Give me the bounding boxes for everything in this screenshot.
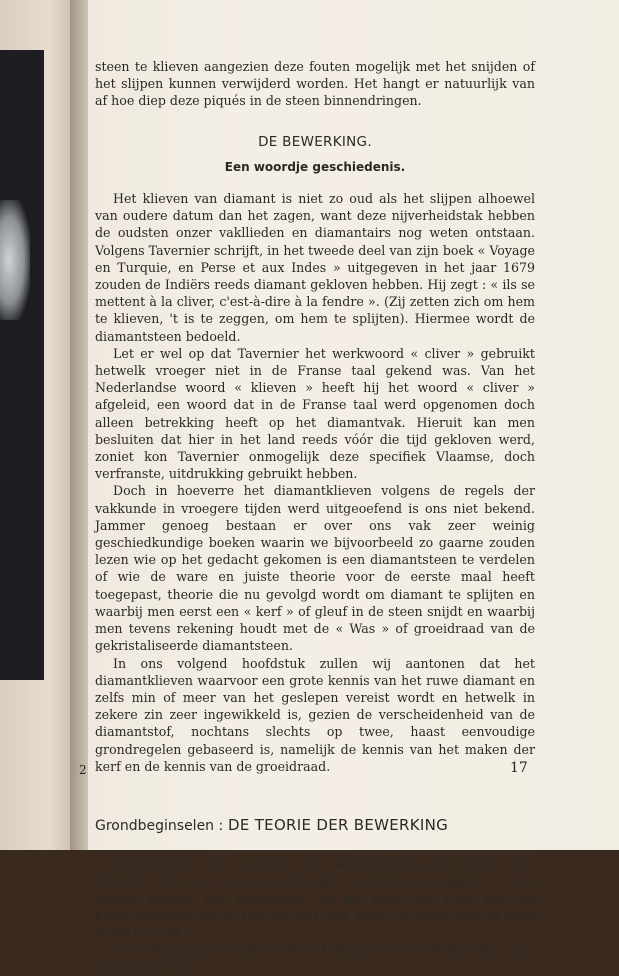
sub-heading: Een woordje geschiedenis. [224, 159, 406, 174]
paragraph-cliver: Let er wel op dat Tavernier het werkwoord « cliver » gebruikt hetwelk vroeger niet in de Franse taal gekend was. Van het Nederlandse woord « klieven » heeft hij het woord « cliver » afgeleid, een woord dat in de Franse taal werd opgenomen doch alleen betrekking heeft op het diamantvak. Hieruit kan men besluiten dat hier in het land reeds vóór die tijd gekloven werd, zoniet kon Tavernier onmogelijk deze specifiek Vlaamse, doch verfranste, uitdrukking gebruikt hebben. [95, 345, 535, 482]
section-heading: DE BEWERKING. [258, 133, 372, 150]
main-heading [95, 817, 535, 835]
page-body [95, 58, 535, 976]
left-page [0, 0, 70, 850]
main-heading-lead: Grondbeginselen : [95, 817, 224, 834]
diamond-photo [0, 200, 30, 320]
paragraph-history: Het klieven van diamant is niet zo oud als het slijpen alhoewel van oudere datum dan het zagen, want deze nijverheidstak hebben de oudsten onzer vakllieden en diamantairs nog weten ontstaan. Volgens Tavernier schrijft, in het tweede deel van zijn boek « Voyage en Turquie, en Perse et aux Indes » uitgegeven in het jaar 1679 zouden de Indiërs reeds diamant gekloven hebben. Hij zegt : « ils se mettent à la cliver, c'est-à-dire à la fendre ». (Zij zetten zich om hem te klieven, 't is te zeggen, om hem te splijten). Hiermee wordt de diamantsteen bedoeld. [95, 191, 535, 344]
paragraph-continued: Deze bepaling is juist doch zo beknopt en onvolledig dat, mits toepassing van [95, 942, 535, 975]
main-heading-caps: DE TEORIE DER BEWERKING [228, 815, 449, 834]
paragraph-method: Handelende over de wijze van bewerking bij het klieven van diamant, zou men in zeer beknopte taal kunnen zeggen : « De kliever plaatst het kloversmes op de steen en slaat met de kloversmhamer op de rug van het mes zodat de steen zich in twee delen scheidt ». [95, 856, 535, 940]
right-page-number: 17 [510, 760, 528, 776]
paragraph-next-chapter: In ons volgend hoofdstuk zullen wij aantonen dat het diamantklieven waarvoor een grote kennis van het ruwe diamant en zelfs min of meer van het geslepen vereist wordt en hetwelk in zekere zin zeer ingewikkeld is, gezien de verscheidenheid van de diamantstof, nochtans slechts op twee, haast eenvoudige grondregelen gebaseerd is, namelijk de kennis van het maken der kerf en de kennis van de groeidraad. [95, 655, 535, 774]
paragraph-trade: Doch in hoeverre het diamantklieven volgens de regels der vakkunde in vroegere tijden werd uitgeoefend is ons niet bekend. Jammer genoeg bestaan er over ons vak zeer weinig geschiedkundige boeken waarin we bijvoorbeeld zo gaarne zouden lezen wie op het gedacht gekomen is een diamantsteen te verdelen of wie de ware en juiste theorie voor de eerste maal heeft toegepast, theorie die nu gevolgd wordt om diamant te splijten en waarbij men eerst een « kerf » of gleuf in de steen snijdt en waarbij men tevens rekening houdt met de « Was » of groeidraad van de gekristaliseerde diamantsteen. [95, 483, 535, 654]
intro-paragraph: steen te klieven aangezien deze fouten mogelijk met het snijden of het slijpen kunnen verwijderd worden. Het hangt er natuurlijk van af hoe diep deze piqués in de steen binnendringen. [95, 59, 535, 109]
left-page-number: 2 [79, 763, 87, 777]
left-page-photo [0, 50, 44, 680]
